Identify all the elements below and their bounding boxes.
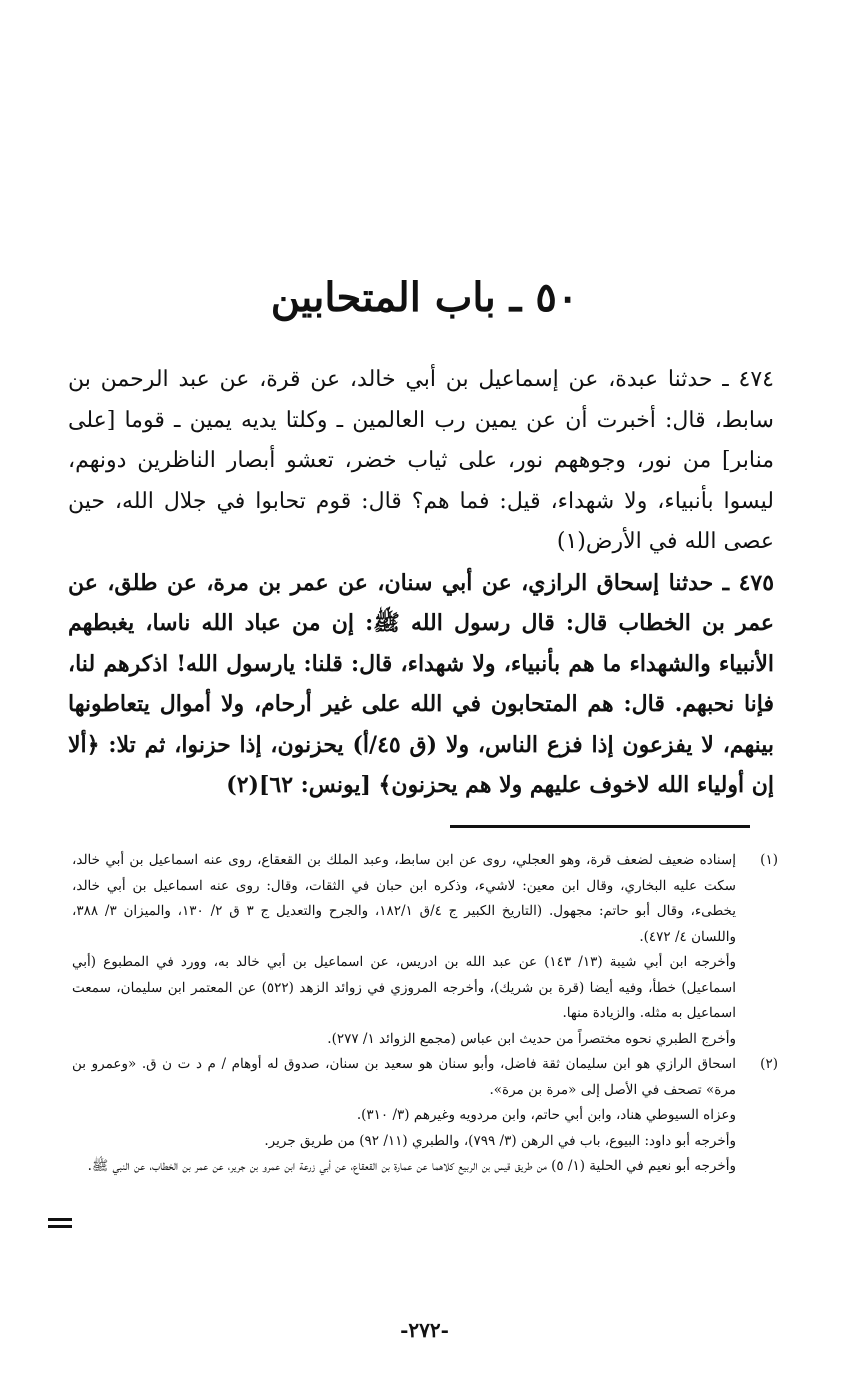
footnote-paragraph: اسحاق الرازي هو ابن سليمان ثقة فاضل، وأبو سنان هو سعيد بن سنان، صدوق له أوهام / م د ت ن ق. «وعمرو بن مرة» تصحف في الأصل إلى «مرة بن مرة». [72,1056,736,1098]
footnote-paragraph: وأخرجه ابن أبي شيبة (١٣/ ١٤٣) عن عبد الله بن ادريس، عن اسماعيل بن أبي خالد به، وورد في المطبوع (أبي اسماعيل) خطأ، وفيه أيضا (قرة بن شريك)، وأخرجه المروزي في زوائد الزهد (٥٢٢) عن المعتمر ابن سليمان، سمعت اسماعيل به مثله. والزيادة منها. [72,954,737,1021]
footnote-1 [72,848,778,1052]
main-text [68,360,774,806]
footnote-paragraph: وأخرجه أبو نعيم في الحلية (١/ ٥) من طريق قيس بن الربيع كلاهما عن عمارة بن القعقاع، عن أبي زرعة ابن عمرو بن جرير، عن عمر بن الخطاب، عن النبي ﷺ. [87,1158,736,1174]
chapter-title: ٥٠ ـ باب المتحابين [270,274,579,321]
continuation-mark [48,1218,72,1232]
footnote-number: (١) [760,852,778,868]
hadith-475: ٤٧٥ ـ حدثنا إسحاق الرازي، عن أبي سنان، عن عمر بن مرة، عن طلق، عن عمر بن الخطاب قال: قال رسول الله ﷺ: إن من عباد الله ناسا، يغبطهم الأنبياء والشهداء ما هم بأنبياء، ولا شهداء، قال: قلنا: يارسول الله! اذكرهم لنا، فإنا نحبهم. قال: هم المتحابون في الله على غير أرحام، ولا أموال يتعاطونها بينهم، لا يفزعون إذا فزع الناس، ولا (ق ٤٥/أ) يحزنون، إذا حزنوا، ثم تلا: ﴿ألا إن أولياء الله لاخوف عليهم ولا هم يحزنون﴾ [يونس: ٦٢](٢) [68,569,775,798]
hadith-474: ٤٧٤ ـ حدثنا عبدة، عن إسماعيل بن أبي خالد، عن قرة، عن عبد الرحمن بن سابط، قال: أخبرت أن عن يمين رب العالمين ـ وكلتا يديه يمين ـ قوما [على منابر] من نور، وجوههم نور، على ثياب خضر، تعشو أبصار الناظرين دونهم، ليسوا بأنبياء، ولا شهداء، قيل: فما هم؟ قال: قوم تحابوا في جلال الله، حين عصى الله في الأرض(١) [68,367,774,554]
page-number: -٢٧٢- [400,1318,449,1342]
footnote-paragraph: وأخرج الطبري نحوه مختصراً من حديث ابن عباس (مجمع الزوائد ١/ ٢٧٧). [327,1030,736,1047]
footnote-2 [72,1052,778,1180]
footnote-paragraph: إسناده ضعيف لضعف قرة، وهو العجلي، روى عن ابن سابط، وعبد الملك بن القعقاع، روى عنه اسماعيل بن أبي خالد، سكت عليه البخاري، وقال ابن معين: لاشيء، وذكره ابن حبان في الثقات، وقال: روى عنه اسماعيل بن أبي خالد، يخطىء، وقال أبو حاتم: مجهول. (التاريخ الكبير ج ٤/ق ١٨٢/١، والجرح والتعديل ج ٣ ق ٢/ ١٣٠، والميزان ٣/ ٣٨٨، واللسان ٤/ ٤٧٢). [72,852,736,945]
footnotes [72,848,778,1180]
footnote-number: (٢) [760,1056,778,1072]
footnote-paragraph: وأخرجه أبو داود: البيوع، باب في الرهن (٣/ ٧٩٩)، والطبري (١١/ ٩٢) من طريق جرير. [264,1132,736,1149]
footnote-paragraph: وعزاه السيوطي هناد، وابن أبي حاتم، وابن مردويه وغيرهم (٣/ ٣١٠). [356,1107,736,1123]
footnote-separator [450,825,750,828]
